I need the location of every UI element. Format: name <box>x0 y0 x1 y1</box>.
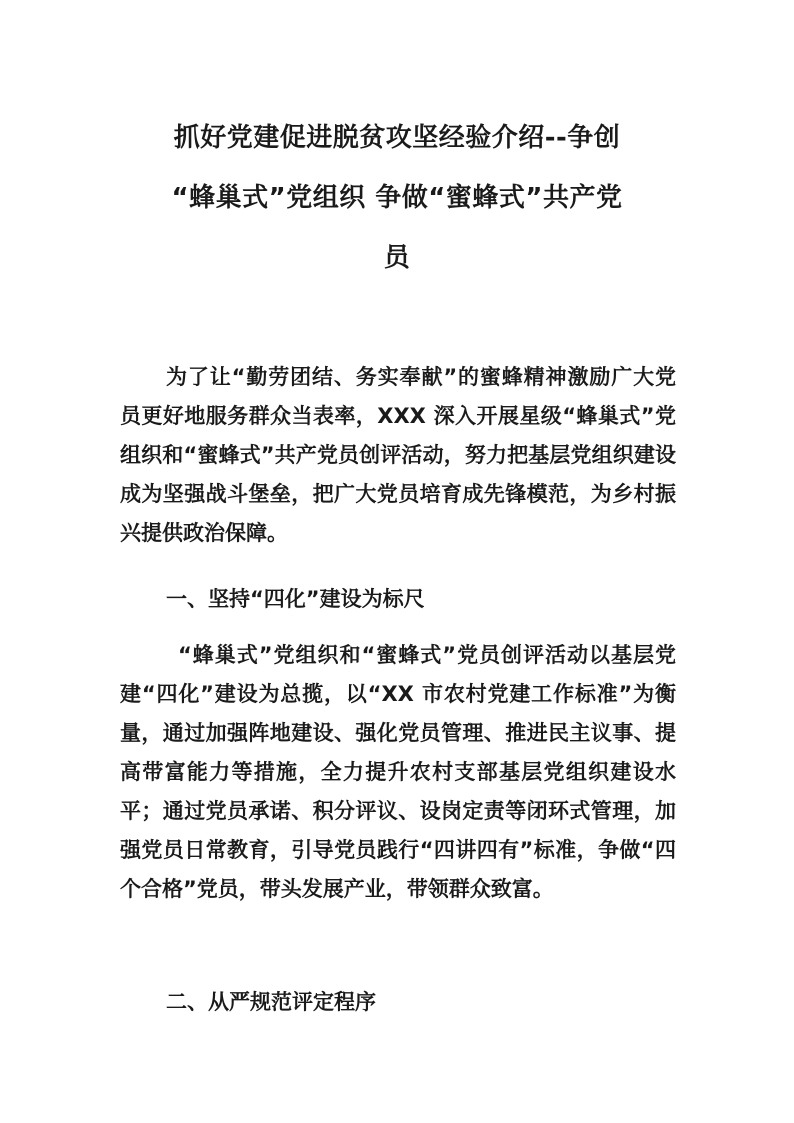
title-line: 抓好党建促进脱贫攻坚经验介绍--争创 <box>173 123 621 153</box>
section-heading-1: 一、坚持“四化”建设为标尺 <box>166 587 425 611</box>
title-line: 员 <box>383 243 411 273</box>
section-1-paragraph: “蜂巢式”党组织和“蜜蜂式”党员创评活动以基层党建“四化”建设为总揽，以“XX 市农村党建工作标准”为衡量，通过加强阵地建设、强化党员管理、推进民主议事、提高带富能力等措施，全力提升农村支部基层党组织建设水平；通过党员承诺、积分评议、设岗定责等闭环式管理，加强党员日常教育，引导党员践行“四讲四有”标准，争做“四个合格”党员，带头发展产业，带领群众致富。 <box>120 643 676 901</box>
section-heading-2: 二、从严规范评定程序 <box>166 990 376 1014</box>
title-line: “蜂巢式”党组织 争做“蜜蜂式”共产党 <box>171 183 623 213</box>
intro-paragraph: 为了让“勤劳团结、务实奉献”的蜜蜂精神激励广大党员更好地服务群众当表率，XXX 深入开展星级“蜂巢式”党组织和“蜜蜂式”共产党员创评活动，努力把基层党组织建设成为坚强战斗堡垒，把广大党员培育成先锋模范，为乡村振兴提供政治保障。 <box>120 365 676 545</box>
document-title <box>115 108 679 288</box>
